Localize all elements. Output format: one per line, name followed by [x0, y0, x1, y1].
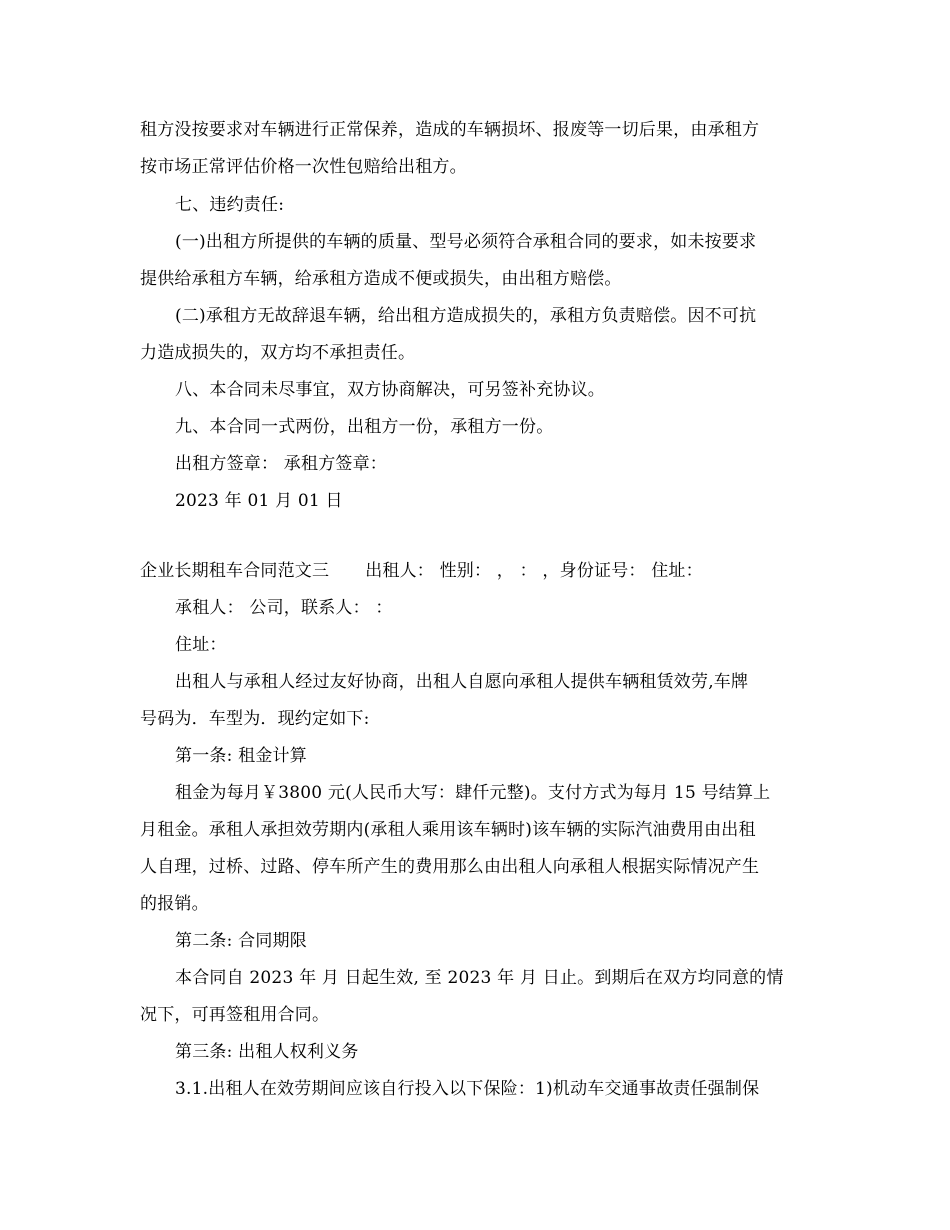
text-line: 号码为．车型为．现约定如下: [140, 709, 370, 729]
text-line: 月租金。承租人承担效劳期内(承租人乘用该车辆时)该车辆的实际汽油费用由出租 [140, 820, 756, 840]
text-line: 3.1.出租人在效劳期间应该自行投入以下保险：1)机动车交通事故责任强制保 [175, 1079, 760, 1099]
text-line: 八、本合同未尽事宜，双方协商解决，可另签补充协议。 [175, 380, 605, 400]
text-line: (一)出租方所提供的车辆的质量、型号必须符合承租合同的要求，如未按要求 [175, 232, 757, 252]
text-line: 租金为每月￥3800 元(人民币大写：肆仟元整)。支付方式为每月 15 号结算上 [175, 783, 771, 803]
text-line: 出租人与承租人经过友好协商，出租人自愿向承租人提供车辆租赁效劳,车牌 [175, 672, 749, 692]
text-line: 住址： [175, 635, 227, 655]
article-heading: 第三条: 出租人权利义务 [175, 1042, 359, 1062]
text-line: 按市场正常评估价格一次性包赔给出租方。 [140, 157, 467, 177]
text-line: 九、本合同一式两份，出租方一份，承租方一份。 [175, 417, 554, 437]
text-line: 的报销。 [140, 894, 209, 914]
text-line: (二)承租方无故辞退车辆，给出租方造成损失的，承租方负责赔偿。因不可抗 [175, 306, 757, 326]
text-line: 出租人： 性别： ， ： ，身份证号： 住址： [365, 561, 703, 581]
signature-line: 出租方签章： 承租方签章： [175, 454, 388, 474]
date-line: 2023 年 01 月 01 日 [175, 491, 343, 511]
article-heading: 第一条: 租金计算 [175, 746, 307, 766]
text-line: 提供给承租方车辆，给承租方造成不便或损失，由出租方赔偿。 [140, 269, 622, 289]
title-row [140, 559, 820, 583]
text-line: 租方没按要求对车辆进行正常保养，造成的车辆损坏、报废等一切后果，由承租方 [140, 120, 760, 140]
text-line: 力造成损失的，双方均不承担责任。 [140, 343, 416, 363]
section-heading: 七、违约责任: [175, 195, 285, 215]
article-heading: 第二条: 合同期限 [175, 931, 307, 951]
text-line: 本合同自 2023 年 月 日起生效, 至 2023 年 月 日止。到期后在双方均同意的情 [175, 968, 784, 988]
text-line: 人自理，过桥、过路、停车所产生的费用那么由出租人向承租人根据实际情况产生 [140, 857, 760, 877]
text-line: 承租人： 公司，联系人： ： [175, 598, 393, 618]
text-line: 况下，可再签租用合同。 [140, 1005, 330, 1025]
section-title: 企业长期租车合同范文三 [140, 561, 330, 581]
